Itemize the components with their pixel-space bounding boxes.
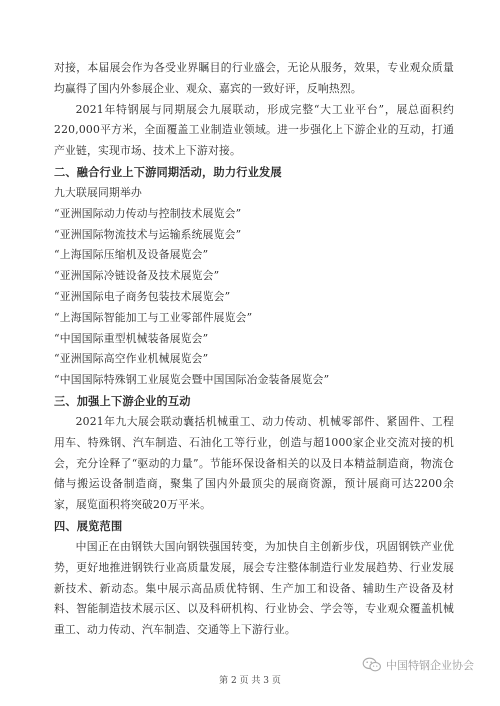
paragraph-interaction: 2021年九大展会联动囊括机械重工、动力传动、机械零部件、紧固件、工程用车、特殊钢、汽车制造、石油化工等行业，创造与超1000家企业交流对接的机会，充分诠释了“驱动的力量”。节能环保设备相关的以及日本精益制造商，物流仓储与搬运设备制造商，聚集了国内外最顶尖的展商资源，预计展商可达2200余家，展览面积将突破20万平米。 — [54, 414, 454, 512]
page-number-footer: 第 2 页 共 3 页 — [219, 676, 281, 686]
exhibition-list — [54, 204, 454, 391]
list-item: “中国国际重型机械装备展览会” — [54, 331, 209, 345]
watermark-text: 中国特钢企业协会 — [386, 659, 474, 672]
list-item: “亚洲国际物流技术与运输系统展览会” — [54, 227, 242, 241]
list-item: “上海国际压缩机及设备展览会” — [54, 248, 209, 262]
document-body — [54, 58, 454, 641]
exhibition-list-title: 九大联展同期举办 — [54, 185, 142, 199]
section-heading-2: 二、融合行业上下游同期活动，助力行业发展 — [54, 165, 282, 179]
paragraph-intro-continued: 对接，本届展会作为各受业界瞩目的行业盛会，无论从服务，效果，专业观众质量均赢得了国内外参展企业、观众、嘉宾的一致好评，反响热烈。 — [54, 61, 454, 95]
list-item: “中国国际特殊钢工业展览会暨中国国际冶金装备展览会” — [54, 373, 330, 387]
list-item: “上海国际智能加工与工业零部件展览会” — [54, 310, 253, 324]
list-item: “亚洲国际高空作业机械展览会” — [54, 352, 209, 366]
list-item: “亚洲国际动力传动与控制技术展览会” — [54, 206, 242, 220]
wechat-icon — [362, 657, 382, 673]
paragraph-scope: 中国正在由钢铁大国向钢铁强国转变，为加快自主创新步伐，巩固钢铁产业优势，更好地推进钢铁行业高质量发展，展会专注整体制造行业发展趋势、行业发展新技术、新动态。集中展示高品质优特钢、生产加工和设备、辅助生产设备及材料、智能制造技术展示区、以及科研机构、行业协会、学会等，专业观众覆盖机械重工、动力传动、汽车制造、交通等上下游行业。 — [54, 539, 454, 637]
section-heading-4: 四、展览范围 — [54, 519, 123, 533]
list-item: “亚洲国际冷链设备及技术展览会” — [54, 269, 220, 283]
section-heading-3: 三、加强上下游企业的互动 — [54, 394, 191, 408]
list-item: “亚洲国际电子商务包装技术展览会” — [54, 289, 231, 303]
watermark — [362, 657, 474, 673]
paragraph-joint-exhibition: 2021年特钢展与同期展会九展联动，形成完整“大工业平台”，展总面积约220,000平方米，全面覆盖工业制造业领域。进一步强化上下游企业的互动，打通产业链，实现市场、技术上下游对接。 — [54, 102, 454, 158]
